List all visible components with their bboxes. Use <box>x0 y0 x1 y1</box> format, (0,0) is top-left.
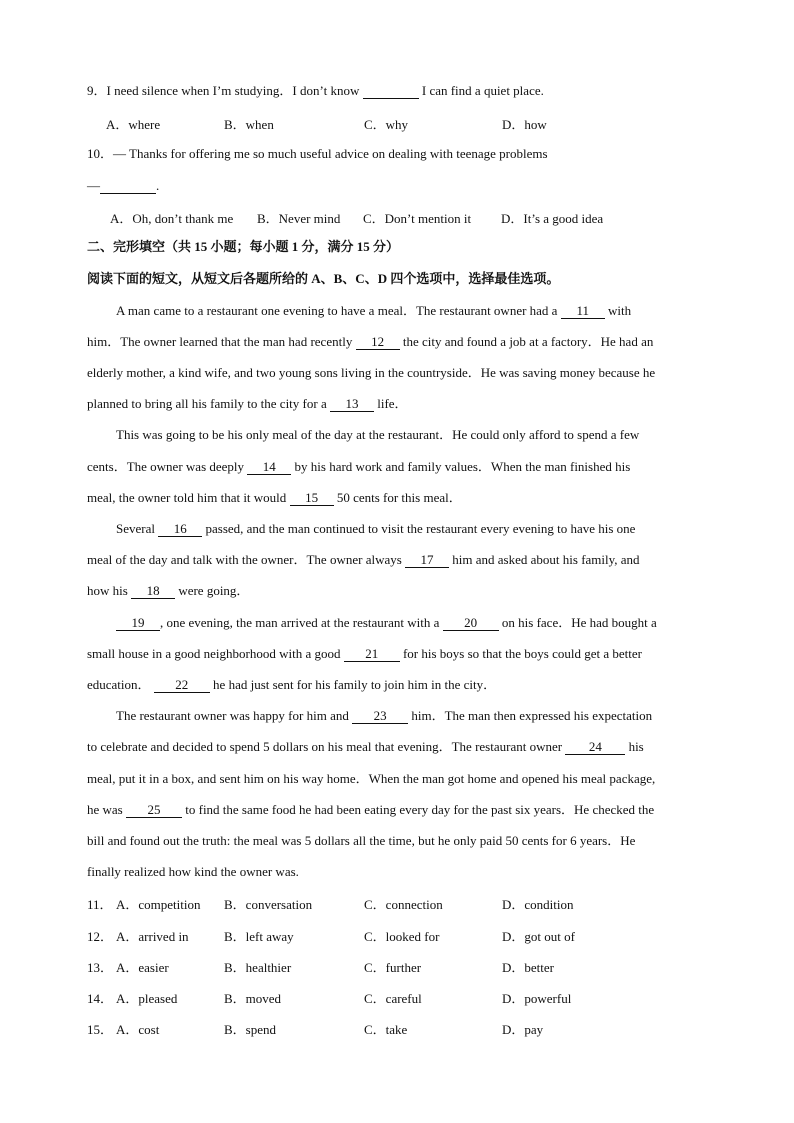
q9-option-c: C．why <box>364 117 409 132</box>
blank-25: 25 <box>126 803 182 818</box>
passage-line: finally realized how kind the owner was. <box>87 864 299 879</box>
blank-17: 17 <box>405 553 449 568</box>
answer-number: 15． <box>87 1022 114 1037</box>
q10-option-d: D．It’s a good idea <box>501 211 604 226</box>
passage-line <box>87 489 707 507</box>
answer-option-b: B．left away <box>224 929 294 944</box>
section-instruction: 阅读下面的短文，从短文后各题所给的 A、B、C、D 四个选项中，选择最佳选项。 <box>87 271 560 286</box>
answer-option-a: A．pleased <box>116 991 178 1006</box>
passage-text: to find the same food he had been eating every day for the past six years．He checked the <box>185 802 655 817</box>
passage-text: The restaurant owner was happy for him and <box>116 708 349 723</box>
question-10-stem: 10．— Thanks for offering me so much useful advice on dealing with teenage problems <box>87 146 548 161</box>
q9-option-b: B．when <box>224 117 274 132</box>
answer-option-c: C．connection <box>364 897 443 912</box>
passage-text: his <box>628 739 644 754</box>
passage-line: This was going to be his only meal of the day at the restaurant．He could only afford to spend a few <box>116 427 640 442</box>
passage-text: by his hard work and family values．When the man finished his <box>294 459 631 474</box>
answer-number: 12． <box>87 929 114 944</box>
answer-option-c: C．careful <box>364 991 422 1006</box>
answer-option-d: D．pay <box>502 1022 544 1037</box>
q10-reply <box>87 177 707 195</box>
answer-number: 11． <box>87 897 113 912</box>
answer-option-c: C．looked for <box>364 929 440 944</box>
passage-line <box>116 614 707 632</box>
q9-option-d: D．how <box>502 117 547 132</box>
passage-text: cents．The owner was deeply <box>87 459 245 474</box>
passage-line <box>116 520 707 538</box>
passage-text: he was <box>87 802 123 817</box>
passage-text: Several <box>116 521 155 536</box>
answer-option-a: A．arrived in <box>116 929 189 944</box>
answer-option-a: A．cost <box>116 1022 160 1037</box>
answer-option-c: C．take <box>364 1022 408 1037</box>
answer-option-c: C．further <box>364 960 422 975</box>
blank-15: 15 <box>290 491 334 506</box>
passage-text: to celebrate and decided to spend 5 dollars on his meal that evening．The restaurant owner <box>87 739 563 754</box>
answer-option-b: B．healthier <box>224 960 292 975</box>
q10-option-b: B．Never mind <box>257 211 341 226</box>
blank-14: 14 <box>247 460 291 475</box>
blank-11: 11 <box>561 304 605 319</box>
passage-text: , one evening, the man arrived at the restaurant with a <box>160 615 440 630</box>
passage-line: meal, put it in a box, and sent him on his way home．When the man got home and opened his meal package, <box>87 771 656 786</box>
q9-blank <box>363 84 419 99</box>
blank-16: 16 <box>158 522 202 537</box>
passage-line: bill and found out the truth: the meal was 5 dollars all the time, but he only paid 50 cents for 6 years．He <box>87 833 636 848</box>
q10-reply-prefix: — <box>87 178 100 193</box>
blank-13: 13 <box>330 397 374 412</box>
passage-line <box>87 395 707 413</box>
passage-line <box>116 302 678 320</box>
answer-option-b: B．moved <box>224 991 282 1006</box>
answer-number: 14． <box>87 991 114 1006</box>
passage-line <box>87 582 707 600</box>
answer-option-a: A．easier <box>116 960 169 975</box>
passage-line <box>116 707 707 725</box>
passage-line <box>87 645 707 663</box>
blank-19: 19 <box>116 616 160 631</box>
passage-text: him．The man then expressed his expectation <box>411 708 653 723</box>
passage-text: him and asked about his family, and <box>452 552 640 567</box>
answer-option-d: D．better <box>502 960 554 975</box>
blank-20: 20 <box>443 616 499 631</box>
passage-text: for his boys so that the boys could get a better <box>402 646 642 661</box>
passage-text: were going． <box>178 583 250 598</box>
passage-text: education． <box>87 677 151 692</box>
blank-22: 22 <box>154 678 210 693</box>
q9-stem-before: 9．I need silence when I’m studying．I don’t know <box>87 83 360 98</box>
passage-text: 50 cents for this meal． <box>336 490 462 505</box>
passage-text: he had just sent for his family to join him in the city． <box>213 677 497 692</box>
passage-text: meal, the owner told him that it would <box>87 490 287 505</box>
answer-option-b: B．conversation <box>224 897 313 912</box>
blank-21: 21 <box>344 647 400 662</box>
blank-24: 24 <box>565 740 625 755</box>
passage-text: with <box>607 303 632 318</box>
answer-option-a: A．competition <box>116 897 201 912</box>
q10-reply-suffix: . <box>156 178 160 193</box>
passage-line <box>87 801 707 819</box>
passage-text: meal of the day and talk with the owner．The owner always <box>87 552 402 567</box>
passage-text: planned to bring all his family to the city for a <box>87 396 327 411</box>
passage-line <box>87 551 707 569</box>
answer-option-d: D．powerful <box>502 991 572 1006</box>
answer-option-d: D．condition <box>502 897 574 912</box>
q10-option-a: A．Oh, don’t thank me <box>110 211 234 226</box>
q10-option-c: C．Don’t mention it <box>363 211 472 226</box>
answer-number: 13． <box>87 960 114 975</box>
question-9-stem <box>87 82 707 100</box>
q9-stem-after: I can find a quiet place. <box>421 83 544 98</box>
passage-text: the city and found a job at a factory．He had an <box>402 334 654 349</box>
passage-line <box>87 333 707 351</box>
answer-option-b: B．spend <box>224 1022 277 1037</box>
passage-line <box>87 676 707 694</box>
answer-option-d: D．got out of <box>502 929 575 944</box>
blank-18: 18 <box>131 584 175 599</box>
passage-line <box>87 458 707 476</box>
passage-text: on his face．He had bought a <box>501 615 657 630</box>
passage-text: A man came to a restaurant one evening to have a meal．The restaurant owner had a <box>116 303 558 318</box>
passage-text: passed, and the man continued to visit the restaurant every evening to have his one <box>205 521 636 536</box>
passage-text: life． <box>377 396 408 411</box>
q10-blank <box>100 179 156 194</box>
passage-line: elderly mother, a kind wife, and two young sons living in the countryside．He was saving money because he <box>87 365 656 380</box>
passage-line <box>87 738 707 756</box>
passage-text: small house in a good neighborhood with a good <box>87 646 341 661</box>
blank-23: 23 <box>352 709 408 724</box>
section-title: 二、完形填空（共 15 小题；每小题 1 分，满分 15 分） <box>87 239 400 254</box>
q9-option-a: A．where <box>106 117 161 132</box>
passage-text: him．The owner learned that the man had recently <box>87 334 353 349</box>
blank-12: 12 <box>356 335 400 350</box>
passage-text: how his <box>87 583 128 598</box>
